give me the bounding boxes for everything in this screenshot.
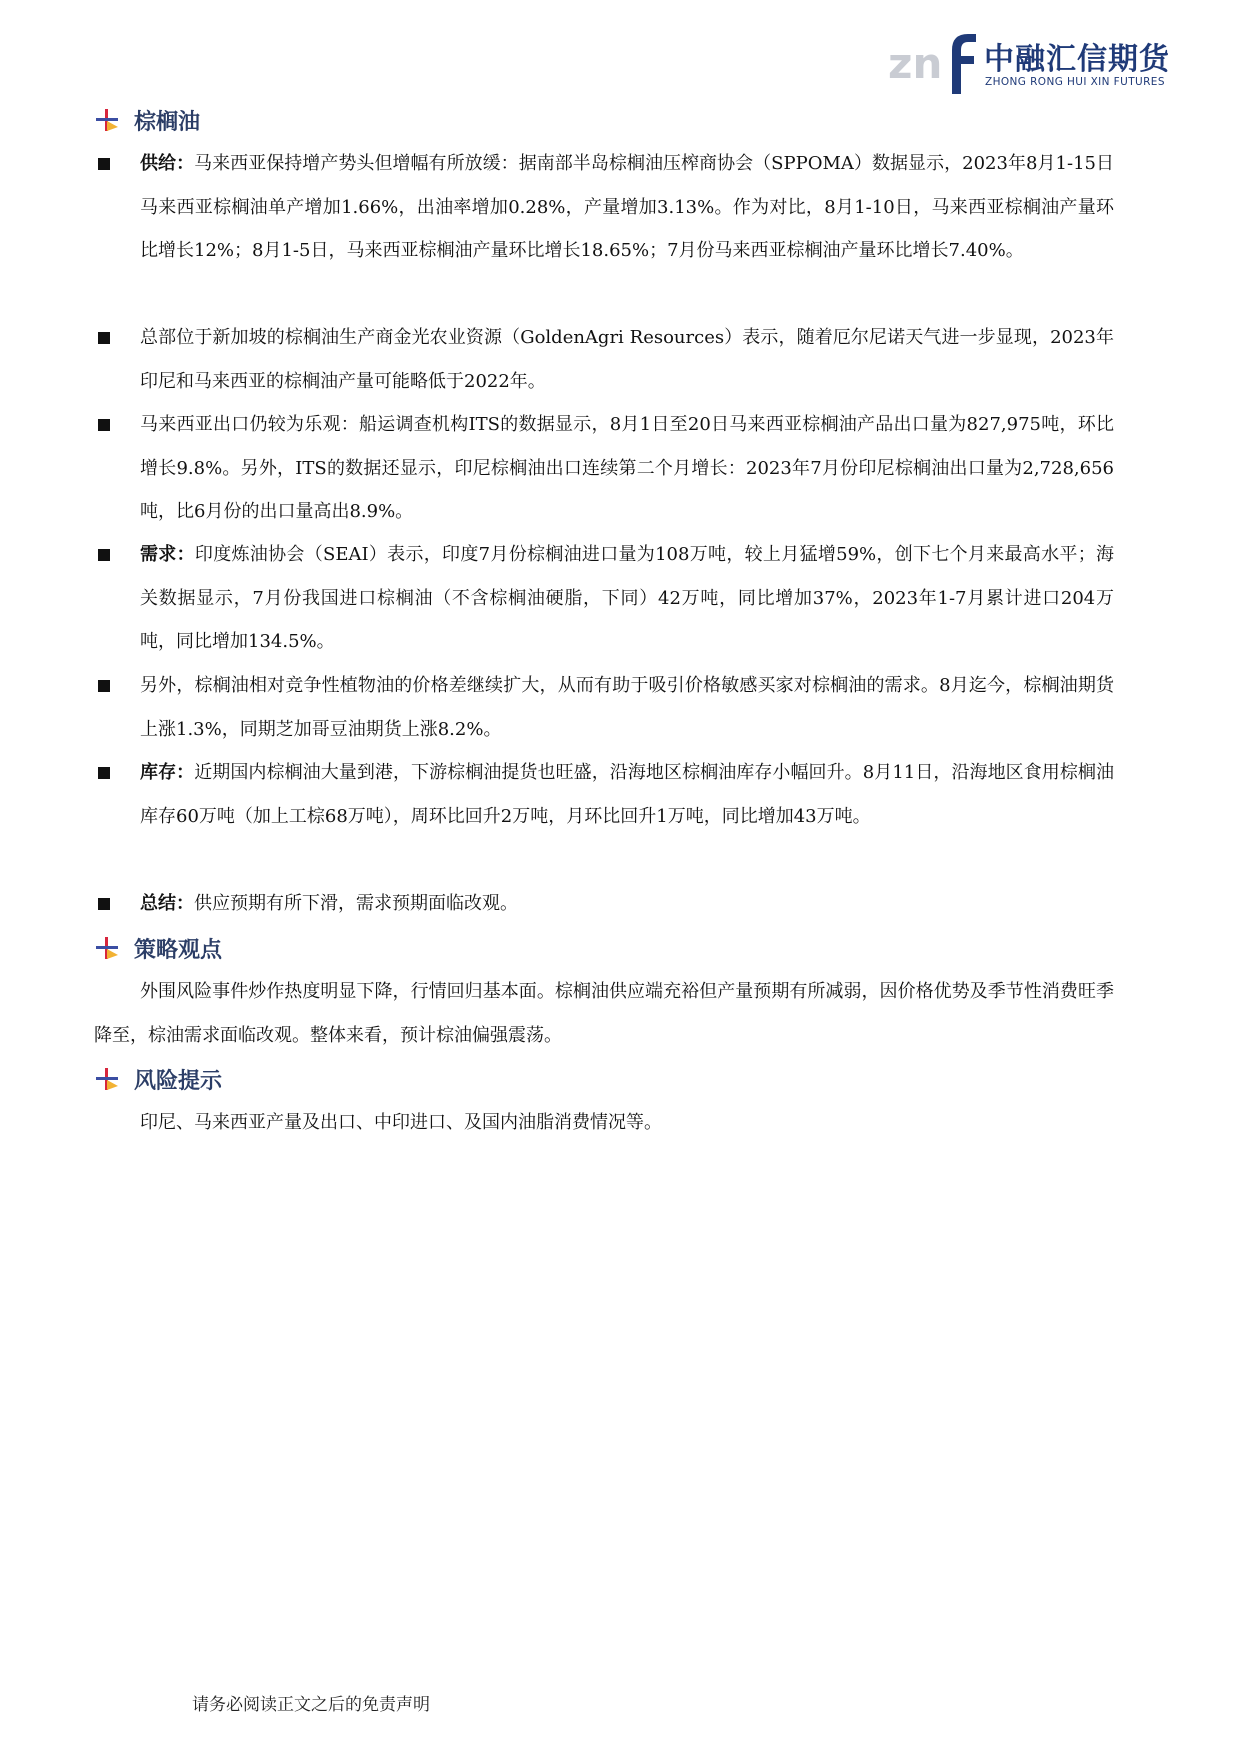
bullet-square-icon xyxy=(98,898,110,910)
section-heading-strategy xyxy=(94,931,222,965)
section-marker-icon xyxy=(94,107,120,133)
risk-paragraph: 印尼、马来西亚产量及出口、中印进口、及国内油脂消费情况等。 xyxy=(140,1112,662,1133)
znf-logo-icon xyxy=(888,28,978,96)
section-marker-icon xyxy=(94,935,120,961)
item-text: 供应预期有所下滑，需求预期面临改观。 xyxy=(194,893,518,914)
list-item xyxy=(94,751,1114,838)
bullet-square-icon xyxy=(98,158,110,170)
list-item xyxy=(94,403,1114,534)
strategy-paragraph: 外围风险事件炒作热度明显下降，行情回归基本面。棕榈油供应端充裕但产量预期有所减弱，因价格优势及季节性消费旺季降至，棕油需求面临改观。整体来看，预计棕油偏强震荡。 xyxy=(94,981,1114,1046)
list-item xyxy=(94,664,1114,751)
svg-text:zn: zn xyxy=(888,39,943,88)
list-item xyxy=(94,533,1114,664)
section-heading-risk xyxy=(94,1062,222,1096)
bullet-square-icon xyxy=(98,767,110,779)
bullet-square-icon xyxy=(98,680,110,692)
item-label: 供给： xyxy=(140,153,195,174)
list-item xyxy=(94,882,1114,926)
company-logo xyxy=(888,28,1188,98)
section-title: 策略观点 xyxy=(134,937,223,963)
section-heading-palm xyxy=(94,103,200,137)
item-label: 总结： xyxy=(140,893,194,914)
item-text: 总部位于新加坡的棕榈油生产商金光农业资源（GoldenAgri Resources）表示，随着厄尔尼诺天气进一步显现，2023年印尼和马来西亚的棕榈油产量可能略低于2022年。 xyxy=(140,327,1114,392)
item-label: 需求： xyxy=(140,544,195,565)
section-marker-icon xyxy=(94,1066,120,1092)
item-text: 马来西亚保持增产势头但增幅有所放缓：据南部半岛棕榈油压榨商协会（SPPOMA）数据显示，2023年8月1-15日马来西亚棕榈油单产增加1.66%，出油率增加0.28%，产量增加3.13%。作为对比，8月1-10日，马来西亚棕榈油产量环比增长12%；8月1-5日，马来西亚棕榈油产量环比增长18.65%；7月份马来西亚棕榈油产量环比增长7.40%。 xyxy=(140,153,1115,261)
bullet-square-icon xyxy=(98,419,110,431)
list-item xyxy=(94,142,1114,273)
item-text: 马来西亚出口仍较为乐观：船运调查机构ITS的数据显示，8月1日至20日马来西亚棕榈油产品出口量为827,975吨，环比增长9.8%。另外，ITS的数据还显示，印尼棕榈油出口连续第二个月增长：2023年7月份印尼棕榈油出口量为2,728,656吨，比6月份的出口量高出8.9%。 xyxy=(140,414,1114,522)
bullet-square-icon xyxy=(98,549,110,561)
item-label: 库存： xyxy=(140,762,195,783)
section-title: 棕榈油 xyxy=(134,109,201,135)
item-text: 另外，棕榈油相对竞争性植物油的价格差继续扩大，从而有助于吸引价格敏感买家对棕榈油的需求。8月迄今，棕榈油期货上涨1.3%，同期芝加哥豆油期货上涨8.2%。 xyxy=(140,675,1114,740)
footer-disclaimer: 请务必阅读正文之后的免责声明 xyxy=(192,1695,430,1715)
item-text: 印度炼油协会（SEAI）表示，印度7月份棕榈油进口量为108万吨，较上月猛增59%，创下七个月来最高水平；海关数据显示，7月份我国进口棕榈油（不含棕榈油硬脂，下同）42万吨，同比增加37%，2023年1-7月累计进口204万吨，同比增加134.5%。 xyxy=(140,544,1114,652)
list-item xyxy=(94,316,1114,403)
item-text: 近期国内棕榈油大量到港，下游棕榈油提货也旺盛，沿海地区棕榈油库存小幅回升。8月11日，沿海地区食用棕榈油库存60万吨（加上工棕68万吨），周环比回升2万吨，月环比回升1万吨，同比增加43万吨。 xyxy=(140,762,1115,827)
company-name-cn: 中融汇信期货 xyxy=(984,42,1170,77)
section-title: 风险提示 xyxy=(134,1068,223,1094)
bullet-square-icon xyxy=(98,332,110,344)
company-name-en: ZHONG RONG HUI XIN FUTURES xyxy=(985,76,1165,88)
